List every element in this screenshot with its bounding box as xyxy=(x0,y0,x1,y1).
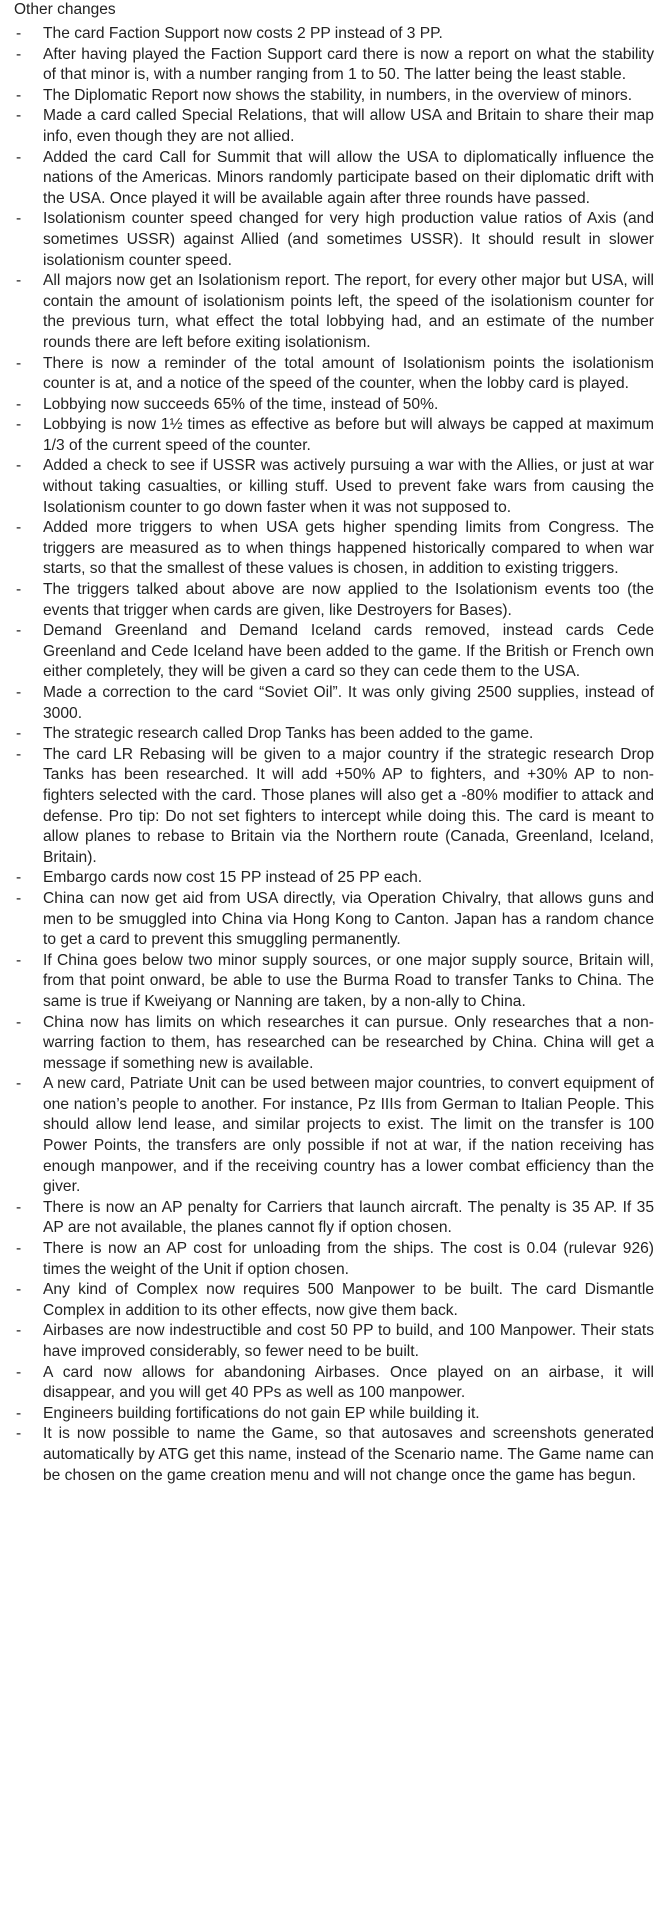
bullet-dash: - xyxy=(16,107,22,125)
list-item-text: All majors now get an Isolationism report. The report, for every other major but USA, will contain the amount of isolationism points left, the speed of the isolationism counter for the previous turn, what effect the total lobbying had, and an estimate of the number rounds there are left before exiting isolationism. xyxy=(43,272,654,351)
list-item-text: Made a correction to the card “Soviet Oil”. It was only giving 2500 supplies, instead of 3000. xyxy=(43,684,654,722)
list-item xyxy=(14,271,654,353)
list-item xyxy=(14,86,654,107)
bullet-dash: - xyxy=(16,416,22,434)
list-item xyxy=(14,106,654,147)
list-item xyxy=(14,518,654,580)
list-item xyxy=(14,621,654,683)
list-item xyxy=(14,889,654,951)
list-item-text: The Diplomatic Report now shows the stability, in numbers, in the overview of minors. xyxy=(43,86,633,104)
bullet-dash: - xyxy=(16,725,22,743)
list-item-text: Lobbying now succeeds 65% of the time, instead of 50%. xyxy=(43,395,439,413)
bullet-dash: - xyxy=(16,889,22,907)
list-item xyxy=(14,1404,654,1425)
bullet-dash: - xyxy=(16,1198,22,1216)
list-item-text: A new card, Patriate Unit can be used between major countries, to convert equipment of one nation’s people to another. For instance, Pz IIIs from German to Italian People. This should allow lend lease, and similar projects to exist. The limit on the transfer is 100 Power Points, the transfers are only possible if not at war, if the nation receiving has enough manpower, and if the receiving country has a lower combat efficiency than the giver. xyxy=(43,1075,654,1196)
list-item xyxy=(14,951,654,1013)
list-item xyxy=(14,1424,654,1486)
list-item xyxy=(14,354,654,395)
list-item xyxy=(14,745,654,869)
list-item-text: The strategic research called Drop Tanks has been added to the game. xyxy=(43,725,534,743)
list-item xyxy=(14,683,654,724)
list-item-text: China now has limits on which researches it can pursue. Only researches that a non-warring faction to them, has researched can be researched by China. China will get a message if something new is available. xyxy=(43,1013,654,1072)
bullet-dash: - xyxy=(16,745,22,763)
list-item-text: Added more triggers to when USA gets higher spending limits from Congress. The triggers are measured as to when things happened historically compared to when war starts, so that the smallest of these values is chosen, in addition to existing triggers. xyxy=(43,519,654,578)
bullet-dash: - xyxy=(16,869,22,887)
list-item xyxy=(14,1013,654,1075)
list-item xyxy=(14,724,654,745)
list-item-text: The triggers talked about above are now applied to the Isolationism events too (the events that trigger when cards are given, like Destroyers for Bases). xyxy=(43,581,654,619)
list-item xyxy=(14,395,654,416)
list-item-text: There is now an AP cost for unloading from the ships. The cost is 0.04 (rulevar 926) times the weight of the Unit if option chosen. xyxy=(43,1240,654,1278)
list-item-text: Added the card Call for Summit that will allow the USA to diplomatically influence the nations of the Americas. Minors randomly participate based on their diplomatic drift with the USA. Once played it will be available again after three rounds have passed. xyxy=(43,148,654,207)
list-item xyxy=(14,148,654,210)
changes-list xyxy=(14,24,654,1486)
section-heading: Other changes xyxy=(14,1,116,18)
bullet-dash: - xyxy=(16,45,22,63)
list-item-text: There is now a reminder of the total amount of Isolationism points the isolationism counter is at, and a notice of the speed of the counter, when the lobby card is played. xyxy=(43,354,654,393)
bullet-dash: - xyxy=(16,272,22,290)
bullet-dash: - xyxy=(16,684,22,701)
list-item xyxy=(14,1198,654,1239)
list-item-text: Any kind of Complex now requires 500 Manpower to be built. The card Dismantle Complex in addition to its other effects, now give them back. xyxy=(43,1281,654,1319)
list-item xyxy=(14,1321,654,1362)
list-item-text: It is now possible to name the Game, so that autosaves and screenshots generated automatically by ATG get this name, instead of the Scenario name. The Game name can be chosen on the game creation menu and will not change once the game has begun. xyxy=(43,1425,654,1484)
list-item xyxy=(14,456,654,518)
list-item-text: There is now an AP penalty for Carriers that launch aircraft. The penalty is 35 AP. If 35 AP are not available, the planes cannot fly if option chosen. xyxy=(43,1198,654,1237)
list-item-text: Lobbying is now 1½ times as effective as before but will always be capped at maximum 1/3 of the current speed of the counter. xyxy=(43,416,654,454)
list-item-text: After having played the Faction Support card there is now a report on what the stability of that minor is, with a number ranging from 1 to 50. The latter being the least stable. xyxy=(43,45,654,84)
list-item-text: Embargo cards now cost 15 PP instead of 25 PP each. xyxy=(43,869,423,887)
list-item-text: The card Faction Support now costs 2 PP instead of 3 PP. xyxy=(43,25,443,42)
list-item-text: If China goes below two minor supply sources, or one major supply source, Britain will, from that point onward, be able to use the Burma Road to transfer Tanks to China. The same is true if Kweiyang or Nanning are taken, by a non-ally to China. xyxy=(43,951,654,1010)
list-item-text: Added a check to see if USSR was actively pursuing a war with the Allies, or just at war without taking casualties, or killing stuff. Used to prevent fake wars from causing the Isolationism counter to go down faster when it was not supposed to. xyxy=(43,457,654,516)
bullet-dash: - xyxy=(16,1240,22,1258)
list-item xyxy=(14,209,654,271)
list-item xyxy=(14,24,654,45)
bullet-dash: - xyxy=(16,354,22,372)
bullet-dash: - xyxy=(16,148,22,166)
list-item-text: Engineers building fortifications do not gain EP while building it. xyxy=(43,1404,480,1422)
list-item-text: Made a card called Special Relations, that will allow USA and Britain to share their map info, even though they are not allied. xyxy=(43,107,654,145)
bullet-dash: - xyxy=(16,951,22,969)
list-item-text: A card now allows for abandoning Airbases. Once played on an airbase, it will disappear, and you will get 40 PPs as well as 100 manpower. xyxy=(43,1363,654,1402)
bullet-dash: - xyxy=(16,25,22,42)
bullet-dash: - xyxy=(16,622,22,640)
bullet-dash: - xyxy=(16,210,22,228)
list-item xyxy=(14,1239,654,1280)
bullet-dash: - xyxy=(16,519,22,537)
list-item-text: Airbases are now indestructible and cost 50 PP to build, and 100 Manpower. Their stats have improved considerably, so fewer need to be built. xyxy=(43,1322,654,1360)
list-item-text: Isolationism counter speed changed for very high production value ratios of Axis (and sometimes USSR) against Allied (and sometimes USSR). It should result in slower isolationism counter speed. xyxy=(43,210,654,269)
list-item xyxy=(14,45,654,86)
bullet-dash: - xyxy=(16,1281,22,1299)
list-item-text: The card LR Rebasing will be given to a major country if the strategic research Drop Tanks has been researched. It will add +50% AP to fighters, and +30% AP to non-fighters selected with the card. Those planes will also get a -80% modifier to attack and defense. Pro tip: Do not set fighters to intercept while doing this. The card is meant to allow planes to rebase to Britain via the Northern route (Canada, Greenland, Iceland, Britain). xyxy=(43,745,654,866)
list-item xyxy=(14,868,654,889)
bullet-dash: - xyxy=(16,581,22,599)
bullet-dash: - xyxy=(16,1322,22,1340)
bullet-dash: - xyxy=(16,1075,22,1093)
bullet-dash: - xyxy=(16,457,22,475)
list-item-text: China can now get aid from USA directly, via Operation Chivalry, that allows guns and men to be smuggled into China via Hong Kong to Canton. Japan has a random chance to get a card to prevent this smuggling permanently. xyxy=(43,889,654,949)
bullet-dash: - xyxy=(16,86,22,104)
list-item xyxy=(14,580,654,621)
list-item-text: Demand Greenland and Demand Iceland cards removed, instead cards Cede Greenland and Cede Iceland have been added to the game. If the British or French own either completely, they will be given a card so they can cede them to the USA. xyxy=(43,622,654,681)
bullet-dash: - xyxy=(16,1404,22,1422)
bullet-dash: - xyxy=(16,1013,22,1031)
bullet-dash: - xyxy=(16,1425,22,1443)
list-item xyxy=(14,1280,654,1321)
list-item xyxy=(14,1363,654,1404)
bullet-dash: - xyxy=(16,395,22,413)
bullet-dash: - xyxy=(16,1363,22,1381)
list-item xyxy=(14,415,654,456)
list-item xyxy=(14,1074,654,1198)
